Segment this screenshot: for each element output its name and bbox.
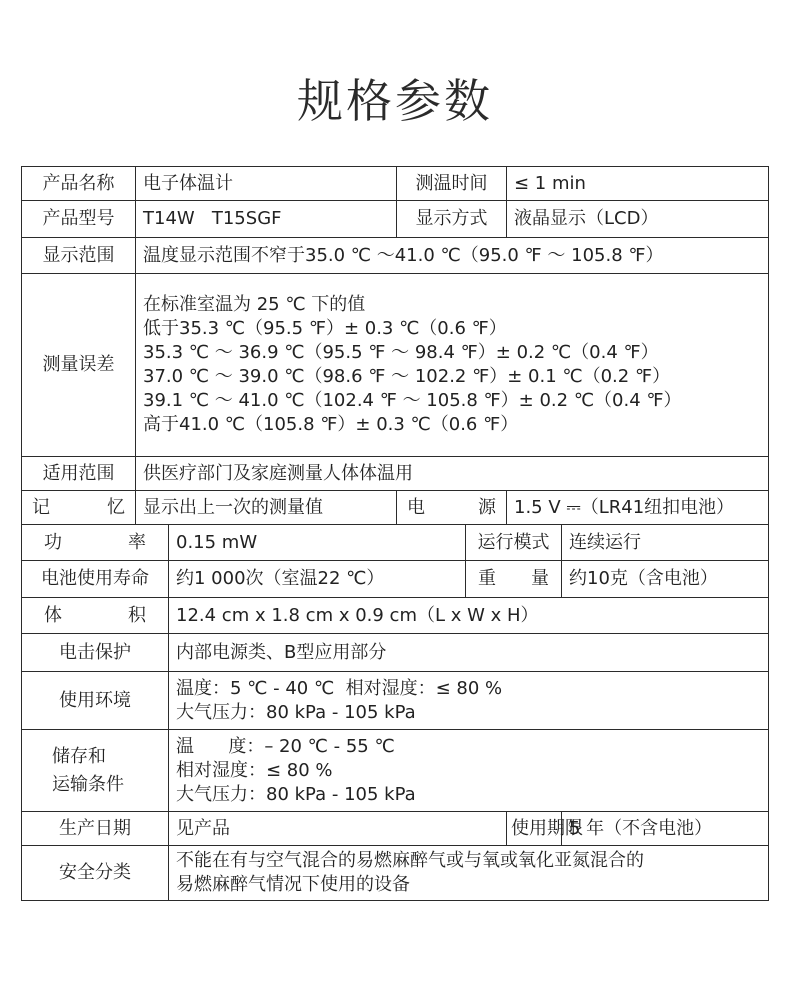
value-memory: 显示出上一次的测量值 [136, 491, 397, 525]
label-power: 功率 [22, 525, 169, 561]
value-scope: 供医疗部门及家庭测量人体体温用 [136, 457, 769, 491]
table-row [22, 812, 769, 846]
storage-line: 大气压力：80 kPa - 105 kPa [176, 783, 416, 805]
error-line: 35.3 ℃ ～ 36.9 ℃（95.5 ℉ ～ 98.4 ℉）± 0.2 ℃（0.4 ℉） [143, 342, 659, 363]
storage-label-line: 储存和 [52, 745, 106, 767]
error-line: 低于35.3 ℃（95.5 ℉）± 0.3 ℃（0.6 ℉） [143, 318, 507, 339]
table-row [22, 201, 769, 238]
value-power-source: 1.5 V ⎓（LR41纽扣电池） [507, 491, 769, 525]
value-storage [169, 730, 769, 812]
value-service-life: 5 年（不含电池） [562, 812, 769, 846]
table-row [22, 598, 769, 634]
safety-line: 易燃麻醉气情况下使用的设备 [176, 874, 410, 895]
value-run-mode: 连续运行 [562, 525, 769, 561]
table-row [22, 457, 769, 491]
table-row [22, 238, 769, 274]
page-title: 规格参数 [297, 74, 493, 128]
table-row [22, 672, 769, 730]
value-model: T14W T15SGF [136, 201, 397, 238]
value-weight: 约10克（含电池） [562, 561, 769, 598]
environment-line: 大气压力：80 kPa - 105 kPa [176, 701, 416, 723]
value-battery-life: 约1 000次（室温22 ℃） [169, 561, 466, 598]
label-service-life: 使用期限 [507, 812, 562, 846]
value-safety-class [169, 846, 769, 901]
label-power-source: 电源 [397, 491, 507, 525]
table-row [22, 274, 769, 457]
storage-line: 相对湿度：≤ 80 % [176, 759, 333, 781]
label-safety-class: 安全分类 [22, 846, 169, 901]
value-display-mode: 液晶显示（LCD） [507, 201, 769, 238]
value-product-name: 电子体温计 [136, 167, 397, 201]
spec-table [21, 166, 769, 901]
error-line: 39.1 ℃ ～ 41.0 ℃（102.4 ℉ ～ 105.8 ℉）± 0.2 ℃（0.4 ℉） [143, 390, 682, 411]
label-run-mode: 运行模式 [466, 525, 562, 561]
label-volume: 体积 [22, 598, 169, 634]
table-row [22, 730, 769, 812]
table-row [22, 525, 769, 561]
error-line: 37.0 ℃ ～ 39.0 ℃（98.6 ℉ ～ 102.2 ℉）± 0.1 ℃（0.2 ℉） [143, 366, 671, 387]
label-scope: 适用范围 [22, 457, 136, 491]
storage-label-line: 运输条件 [52, 773, 124, 795]
label-battery-life: 电池使用寿命 [22, 561, 169, 598]
value-measure-error [136, 274, 769, 457]
label-shock-protection: 电击保护 [22, 634, 169, 672]
label-production-date: 生产日期 [22, 812, 169, 846]
table-row [22, 491, 769, 525]
value-shock-protection: 内部电源类、B型应用部分 [169, 634, 769, 672]
table-row [22, 846, 769, 901]
value-environment [169, 672, 769, 730]
safety-line: 不能在有与空气混合的易燃麻醉气或与氧或氧化亚氮混合的 [176, 850, 644, 871]
table-row [22, 561, 769, 598]
storage-line: 温 度：– 20 ℃ - 55 ℃ [176, 735, 395, 757]
label-weight: 重量 [466, 561, 562, 598]
label-display-range: 显示范围 [22, 238, 136, 274]
label-measure-error: 测量误差 [22, 274, 136, 457]
value-display-range: 温度显示范围不窄于35.0 ℃ ～41.0 ℃（95.0 ℉ ～ 105.8 ℉） [136, 238, 769, 274]
value-power: 0.15 mW [169, 525, 466, 561]
label-measure-time: 测温时间 [397, 167, 507, 201]
label-environment: 使用环境 [22, 672, 169, 730]
value-volume: 12.4 cm x 1.8 cm x 0.9 cm（L x W x H） [169, 598, 769, 634]
value-production-date: 见产品 [169, 812, 507, 846]
label-product-name: 产品名称 [22, 167, 136, 201]
value-measure-time: ≤ 1 min [507, 167, 769, 201]
environment-line: 温度：5 ℃ - 40 ℃ 相对湿度：≤ 80 % [176, 677, 503, 699]
table-row [22, 167, 769, 201]
error-line: 在标准室温为 25 ℃ 下的值 [143, 294, 366, 315]
label-memory: 记忆 [22, 491, 136, 525]
table-row [22, 634, 769, 672]
label-model: 产品型号 [22, 201, 136, 238]
error-line: 高于41.0 ℃（105.8 ℉）± 0.3 ℃（0.6 ℉） [143, 414, 519, 435]
label-storage [22, 730, 169, 812]
label-display-mode: 显示方式 [397, 201, 507, 238]
